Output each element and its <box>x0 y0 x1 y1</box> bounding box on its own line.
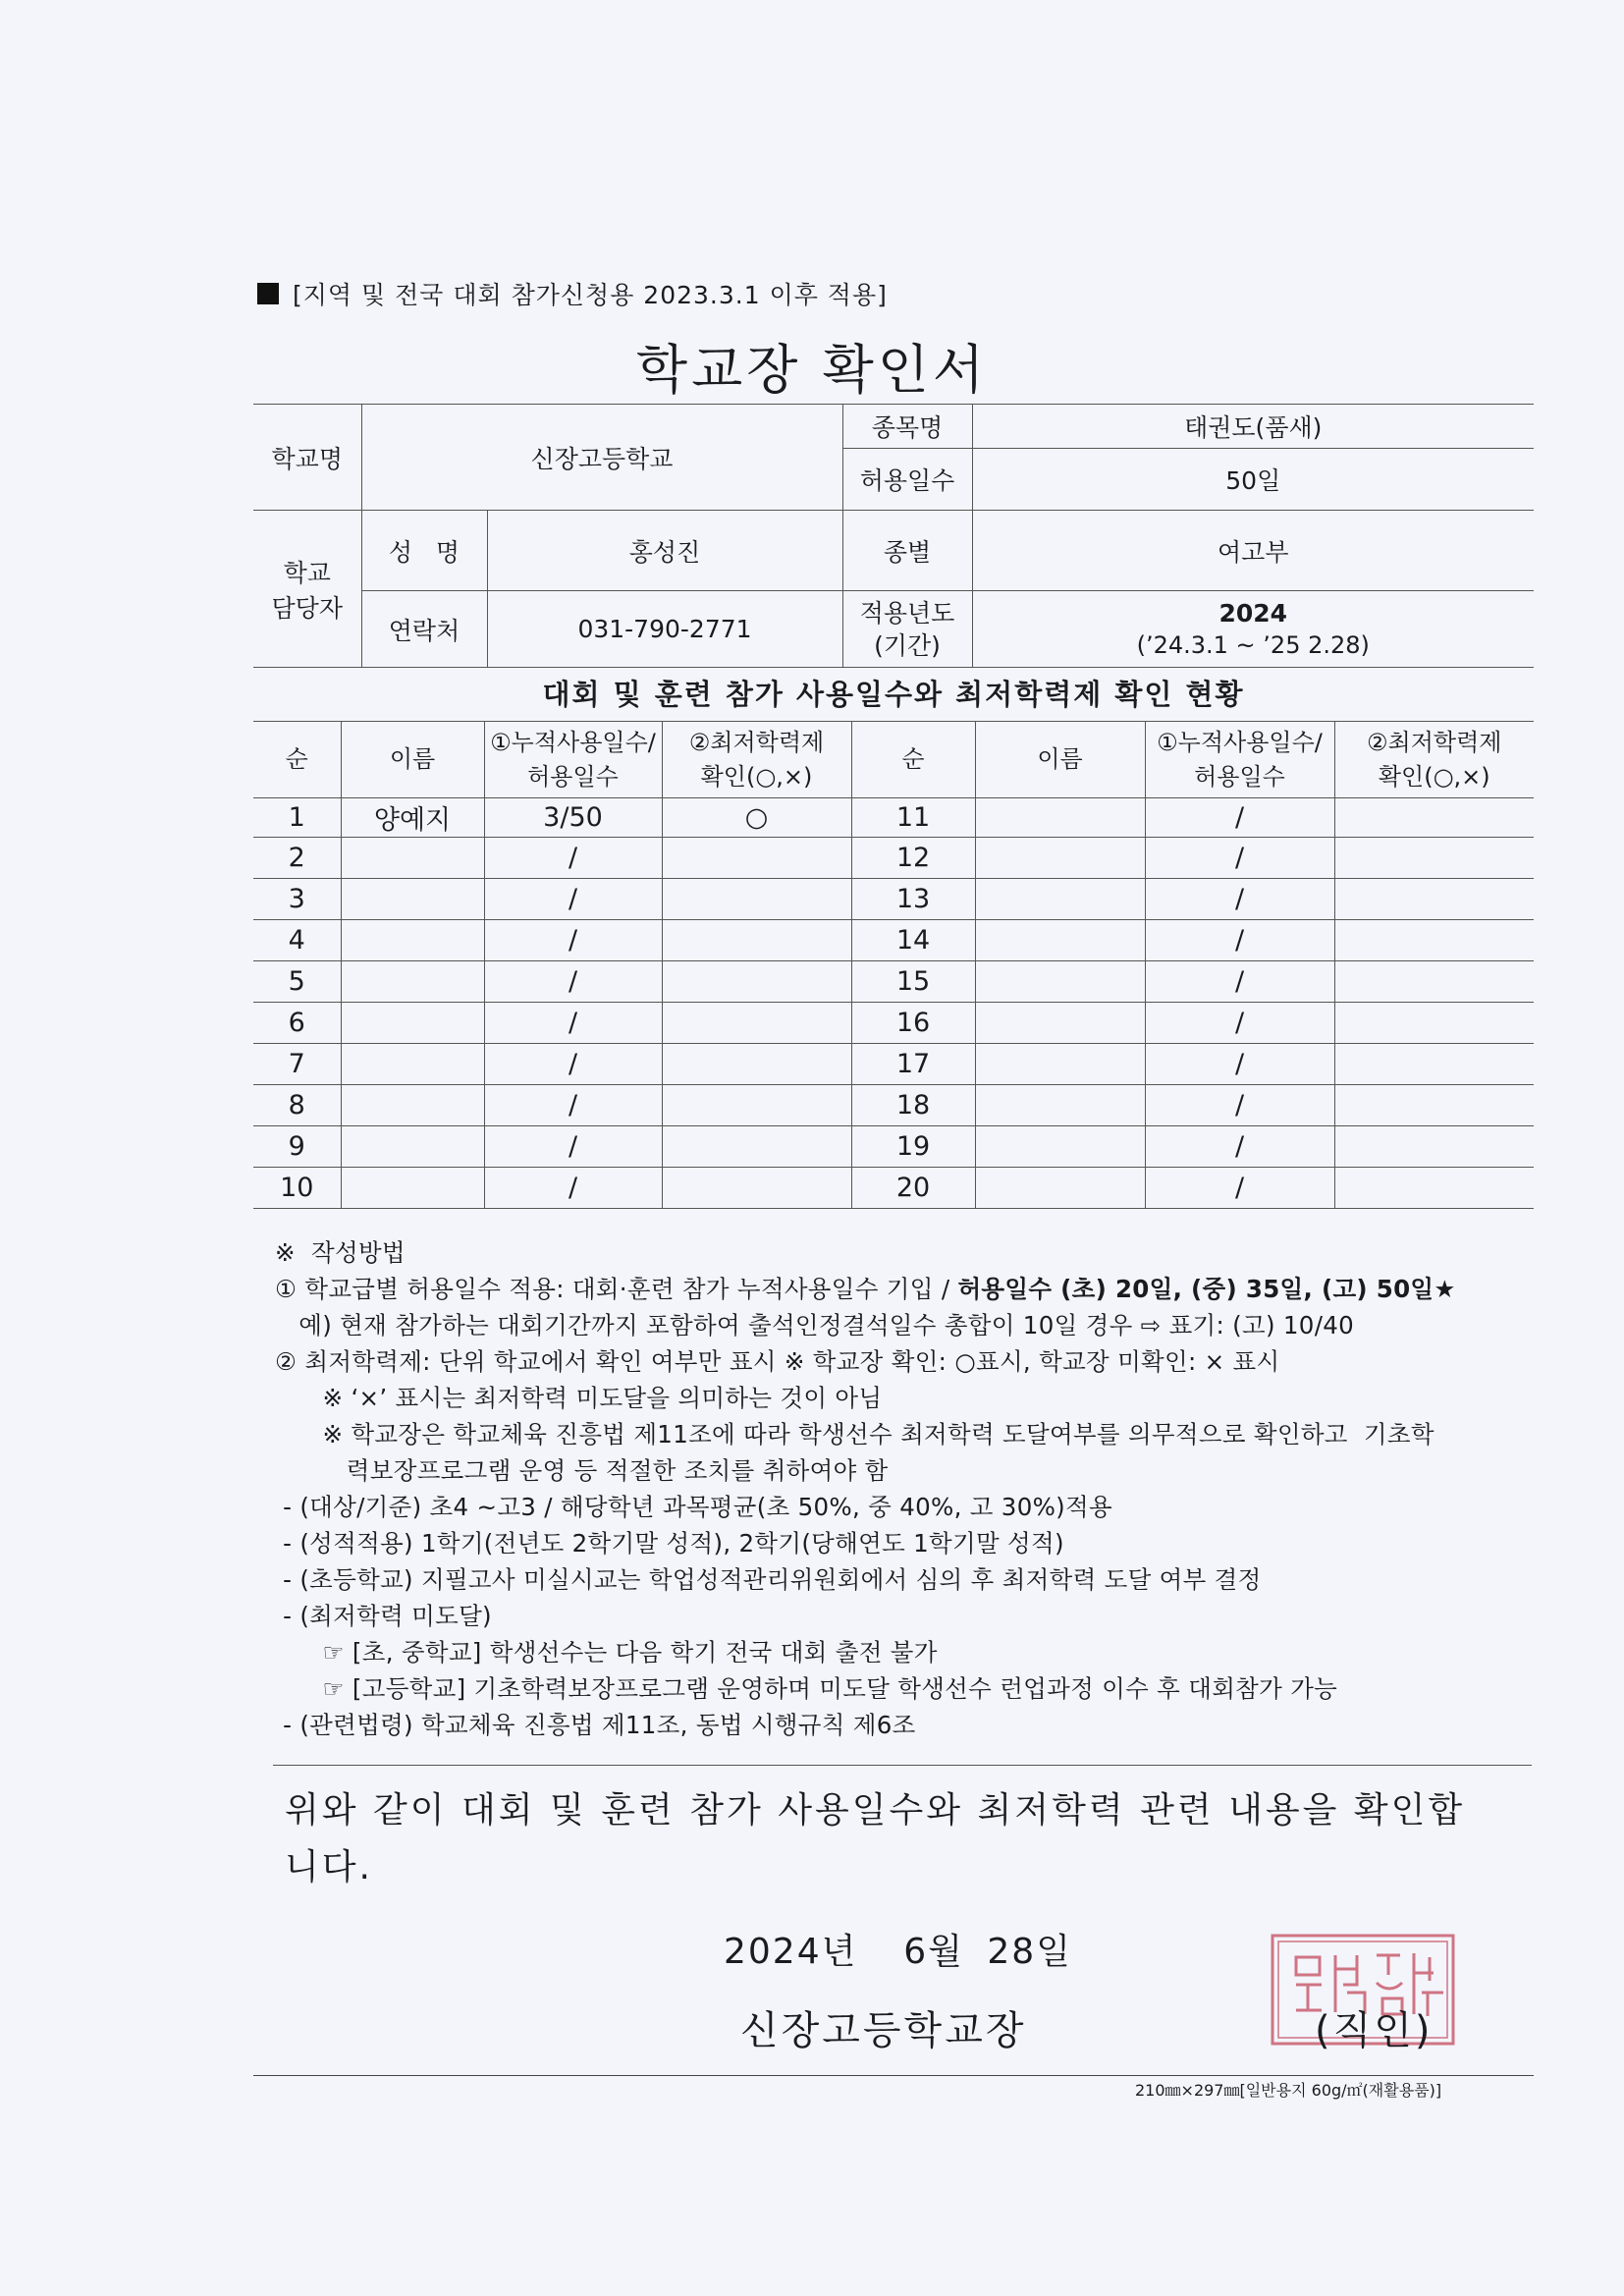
header-days-left <box>484 722 662 798</box>
student-name <box>975 1126 1145 1168</box>
table-row <box>253 838 1534 879</box>
student-name <box>975 1003 1145 1044</box>
note-line-9: - (초등학교) 지필고사 미실시교는 학업성적관리위원회에서 심의 후 최저학력 도달 여부 결정 <box>275 1565 1262 1594</box>
category-label: 종별 <box>842 511 972 591</box>
min-academic-check <box>1334 961 1534 1003</box>
header-check-left <box>662 722 851 798</box>
cumulative-days: / <box>1145 879 1334 920</box>
table-row <box>253 1085 1534 1126</box>
row-order: 6 <box>253 1003 341 1044</box>
row-order: 2 <box>253 838 341 879</box>
year-cell <box>972 591 1534 668</box>
cumulative-days: / <box>1145 798 1334 838</box>
min-academic-check <box>1334 1085 1534 1126</box>
table-row <box>253 1044 1534 1085</box>
min-academic-check <box>1334 1126 1534 1168</box>
min-academic-check <box>1334 798 1534 838</box>
header-check-line1: ②최저학력제 <box>688 728 825 756</box>
note-line-12: ☞ [고등학교] 기초학력보장프로그램 운영하며 미도달 학생선수 런업과정 이수 후 대회참가 가능 <box>275 1674 1338 1703</box>
year-label-line2: (기간) <box>874 630 941 660</box>
row-order: 20 <box>851 1168 975 1209</box>
paper-spec-footer: 210㎜×297㎜[일반용지 60g/㎡(재활용품)] <box>1135 2081 1442 2100</box>
student-name <box>341 920 484 961</box>
year-value: 2024 <box>1218 598 1288 628</box>
row-order: 16 <box>851 1003 975 1044</box>
student-name: 양예지 <box>341 798 484 838</box>
name-label: 성 명 <box>361 511 487 591</box>
cumulative-days: / <box>1145 838 1334 879</box>
table-row <box>253 798 1534 838</box>
note-line-1a: ① 학교급별 허용일수 적용: 대회·훈련 참가 누적사용일수 기입 / <box>275 1275 958 1303</box>
header-order-right: 순 <box>851 722 975 798</box>
row-order: 11 <box>851 798 975 838</box>
cumulative-days: / <box>1145 1126 1334 1168</box>
header-check-right <box>1334 722 1534 798</box>
note-line-8: - (성적적용) 1학기(전년도 2학기말 성적), 2학기(당해연도 1학기말 성적) <box>275 1529 1064 1558</box>
student-name <box>975 1044 1145 1085</box>
row-order: 17 <box>851 1044 975 1085</box>
cumulative-days: / <box>484 879 662 920</box>
school-value: 신장고등학교 <box>361 405 842 511</box>
cumulative-days: / <box>1145 1003 1334 1044</box>
year-label <box>842 591 972 668</box>
writing-instructions <box>275 1234 1542 1743</box>
square-bullet-icon <box>257 283 279 304</box>
table-row <box>253 1168 1534 1209</box>
row-order: 15 <box>851 961 975 1003</box>
cumulative-days: / <box>1145 961 1334 1003</box>
cumulative-days: / <box>1145 1085 1334 1126</box>
student-name <box>341 1085 484 1126</box>
note-line-2: 예) 현재 참가하는 대회기간까지 포함하여 출석인정결석일수 총합이 10일 경우 ⇨ 표기: (고) 10/40 <box>275 1311 1355 1339</box>
min-academic-check <box>1334 1003 1534 1044</box>
contact-label: 연락처 <box>361 591 487 668</box>
student-name <box>975 838 1145 879</box>
row-order: 7 <box>253 1044 341 1085</box>
table-row <box>253 920 1534 961</box>
student-name <box>975 920 1145 961</box>
header-check-line1: ②최저학력제 <box>1367 728 1502 756</box>
header-name-right: 이름 <box>975 722 1145 798</box>
min-academic-check <box>662 920 851 961</box>
row-order: 5 <box>253 961 341 1003</box>
school-info-table <box>253 404 1534 668</box>
row-order: 4 <box>253 920 341 961</box>
cumulative-days: / <box>484 1168 662 1209</box>
event-value: 태권도(품새) <box>972 405 1534 449</box>
cumulative-days: 3/50 <box>484 798 662 838</box>
header-days-line1: ①누적사용일수/ <box>1157 728 1323 756</box>
student-name <box>341 1126 484 1168</box>
allowed-days-value: 50일 <box>972 449 1534 511</box>
header-days-line1: ①누적사용일수/ <box>490 728 656 756</box>
row-order: 13 <box>851 879 975 920</box>
page-title: 학교장 확인서 <box>635 339 989 401</box>
note-line-3: ② 최저학력제: 단위 학교에서 확인 여부만 표시 ※ 학교장 확인: ○표시, 학교장 미확인: × 표시 <box>275 1347 1280 1376</box>
school-label: 학교명 <box>253 405 361 511</box>
min-academic-check <box>1334 879 1534 920</box>
row-order: 18 <box>851 1085 975 1126</box>
staff-label-line2: 담당자 <box>271 593 343 623</box>
principal-title: 신장고등학교장 <box>740 2008 1027 2053</box>
note-line-1b: 허용일수 (초) 20일, (중) 35일, (고) 50일★ <box>957 1275 1456 1303</box>
confirmation-statement <box>285 1782 1532 1896</box>
year-label-line1: 적용년도 <box>859 598 955 628</box>
event-label: 종목명 <box>842 405 972 449</box>
student-name <box>341 1168 484 1209</box>
student-name <box>975 879 1145 920</box>
contact-value: 031-790-2771 <box>487 591 842 668</box>
cumulative-days: / <box>484 838 662 879</box>
row-order: 14 <box>851 920 975 961</box>
cumulative-days: / <box>1145 1044 1334 1085</box>
min-academic-check <box>1334 1168 1534 1209</box>
notes-heading: ※ 작성방법 <box>275 1238 406 1267</box>
student-name <box>975 798 1145 838</box>
confirmation-line-1: 위와 같이 대회 및 훈련 참가 사용일수와 최저학력 관련 내용을 확인합 <box>285 1790 1466 1831</box>
header-days-right <box>1145 722 1334 798</box>
period-value: (’24.3.1 ~ ’25 2.28) <box>1136 630 1370 659</box>
header-days-line2: 허용일수 <box>1194 762 1285 791</box>
cumulative-days: / <box>484 920 662 961</box>
cumulative-days: / <box>484 1003 662 1044</box>
table-row <box>253 1126 1534 1168</box>
divider <box>273 1765 1532 1766</box>
note-line <box>275 1271 1542 1307</box>
header-days-line2: 허용일수 <box>527 762 619 791</box>
cumulative-days: / <box>484 961 662 1003</box>
row-order: 19 <box>851 1126 975 1168</box>
staff-label <box>253 511 361 668</box>
note-line-6: 력보장프로그램 운영 등 적절한 조치를 취하여야 함 <box>275 1456 889 1485</box>
grid-header-row <box>253 722 1534 798</box>
grid-body <box>253 798 1534 1209</box>
student-name <box>341 1003 484 1044</box>
section-title: 대회 및 훈련 참가 사용일수와 최저학력제 확인 현황 <box>542 678 1245 711</box>
note-line-4: ※ ‘×’ 표시는 최저학력 미도달을 의미하는 것이 아님 <box>275 1384 883 1412</box>
staff-label-line1: 학교 <box>283 558 331 587</box>
note-line-13: - (관련법령) 학교체육 진흥법 제11조, 동법 시행규칙 제6조 <box>275 1711 916 1739</box>
row-order: 10 <box>253 1168 341 1209</box>
confirmation-line-2: 니다. <box>285 1847 373 1887</box>
note-line-7: - (대상/기준) 초4 ~고3 / 해당학년 과목평균(초 50%, 중 40%, 고 30%)적용 <box>275 1493 1112 1521</box>
table-row <box>253 879 1534 920</box>
allowed-days-label: 허용일수 <box>842 449 972 511</box>
min-academic-check <box>662 1044 851 1085</box>
student-name <box>975 1085 1145 1126</box>
min-academic-check <box>662 838 851 879</box>
min-academic-check <box>662 879 851 920</box>
min-academic-check <box>662 961 851 1003</box>
student-grid-table <box>253 721 1534 1209</box>
min-academic-check <box>662 1003 851 1044</box>
table-row <box>253 961 1534 1003</box>
student-name <box>975 1168 1145 1209</box>
cumulative-days: / <box>1145 1168 1334 1209</box>
issue-date: 2024년 6월 28일 <box>724 1932 1072 1972</box>
student-name <box>975 961 1145 1003</box>
min-academic-check <box>662 1168 851 1209</box>
min-academic-check <box>1334 920 1534 961</box>
row-order: 1 <box>253 798 341 838</box>
form-usage-text: [지역 및 전국 대회 참가신청용 2023.3.1 이후 적용] <box>293 281 888 309</box>
student-name <box>341 1044 484 1085</box>
min-academic-check: ○ <box>662 798 851 838</box>
table-row <box>253 1003 1534 1044</box>
row-order: 3 <box>253 879 341 920</box>
seal-label: (직인) <box>1315 2008 1434 2053</box>
name-value: 홍성진 <box>487 511 842 591</box>
header-name-left: 이름 <box>341 722 484 798</box>
category-value: 여고부 <box>972 511 1534 591</box>
student-name <box>341 838 484 879</box>
min-academic-check <box>662 1126 851 1168</box>
cumulative-days: / <box>1145 920 1334 961</box>
note-line-5: ※ 학교장은 학교체육 진흥법 제11조에 따라 학생선수 최저학력 도달여부를 의무적으로 확인하고 기초학 <box>275 1420 1435 1449</box>
min-academic-check <box>1334 838 1534 879</box>
row-order: 12 <box>851 838 975 879</box>
student-name <box>341 879 484 920</box>
note-line-10: - (최저학력 미도달) <box>275 1602 492 1630</box>
min-academic-check <box>662 1085 851 1126</box>
header-check-line2: 확인(○,×) <box>700 762 813 791</box>
row-order: 9 <box>253 1126 341 1168</box>
header-check-line2: 확인(○,×) <box>1378 762 1490 791</box>
student-name <box>341 961 484 1003</box>
form-usage-note <box>257 276 888 311</box>
row-order: 8 <box>253 1085 341 1126</box>
cumulative-days: / <box>484 1044 662 1085</box>
cumulative-days: / <box>484 1085 662 1126</box>
header-order-left: 순 <box>253 722 341 798</box>
cumulative-days: / <box>484 1126 662 1168</box>
footer-divider <box>253 2075 1534 2076</box>
note-line-11: ☞ [초, 중학교] 학생선수는 다음 학기 전국 대회 출전 불가 <box>275 1638 938 1667</box>
min-academic-check <box>1334 1044 1534 1085</box>
